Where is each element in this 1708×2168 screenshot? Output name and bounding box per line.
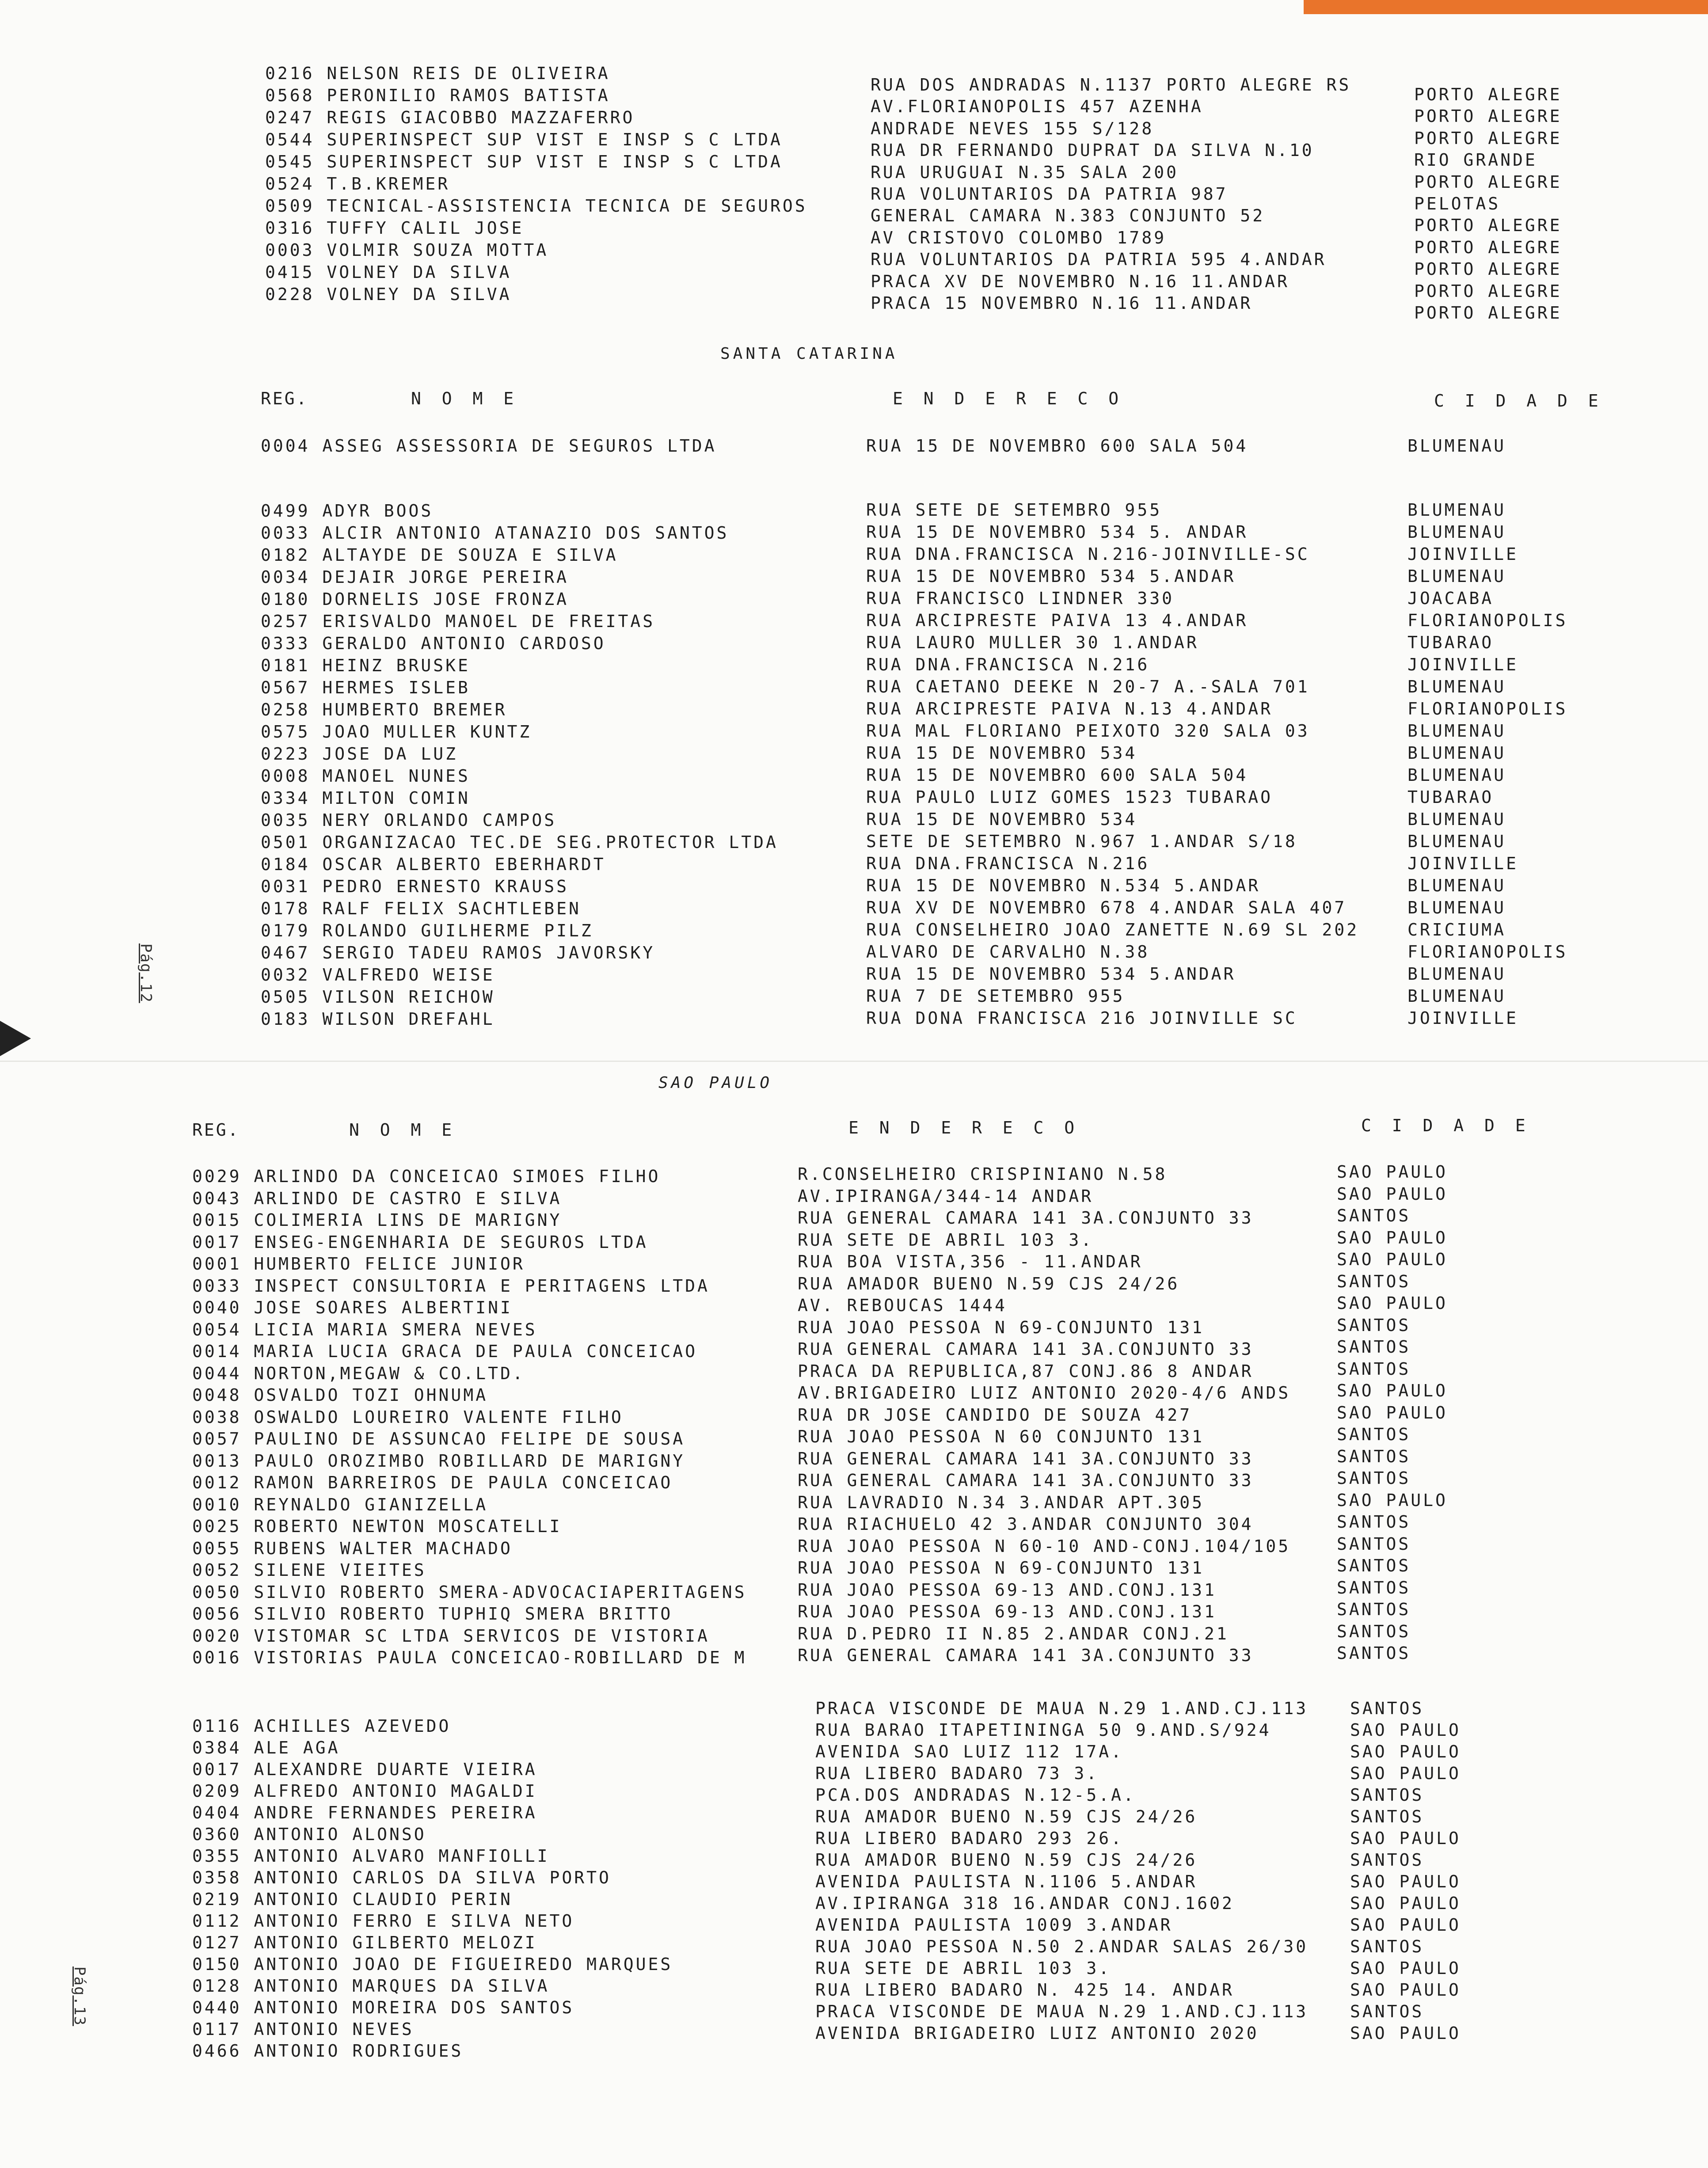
entry-city: SANTOS xyxy=(1350,1785,1424,1805)
header-nome-sp: N O M E xyxy=(349,1120,457,1140)
entry-name: 0001 HUMBERTO FELICE JUNIOR xyxy=(192,1254,525,1274)
entry-name: 0223 JOSE DA LUZ xyxy=(261,744,458,764)
entry-address: RUA SETE DE ABRIL 103 3. xyxy=(815,1959,1111,1978)
entry-city: BLUMENAU xyxy=(1407,500,1506,520)
entry-city: SAO PAULO xyxy=(1350,1894,1461,1913)
entry-name: 0509 TECNICAL-ASSISTENCIA TECNICA DE SEGUROS xyxy=(265,196,807,216)
entry-city: SANTOS xyxy=(1350,2002,1424,2021)
entry-city: BLUMENAU xyxy=(1407,721,1506,741)
entry-city: SAO PAULO xyxy=(1350,2023,1461,2043)
entry-city: SAO PAULO xyxy=(1350,1959,1461,1978)
page-divider xyxy=(0,1061,1708,1062)
entry-name: 0004 ASSEG ASSESSORIA DE SEGUROS LTDA xyxy=(261,436,717,456)
entry-address: RUA BOA VISTA,356 - 11.ANDAR xyxy=(798,1252,1143,1271)
entry-name: 0048 OSVALDO TOZI OHNUMA xyxy=(192,1385,488,1405)
entry-name: 0404 ANDRE FERNANDES PEREIRA xyxy=(192,1803,537,1822)
entry-city: SANTOS xyxy=(1350,1807,1424,1826)
entry-city: SAO PAULO xyxy=(1337,1228,1448,1248)
entry-address: RUA DR FERNANDO DUPRAT DA SILVA N.10 xyxy=(871,141,1314,160)
entry-address: ALVARO DE CARVALHO N.38 xyxy=(866,942,1150,962)
entry-address: RUA SETE DE SETEMBRO 955 xyxy=(866,500,1162,520)
entry-city: JOACABA xyxy=(1407,589,1494,608)
entry-address: RUA VOLUNTARIOS DA PATRIA 987 xyxy=(871,184,1228,204)
entry-name: 0017 ENSEG-ENGENHARIA DE SEGUROS LTDA xyxy=(192,1232,648,1252)
header-reg-sp: REG. xyxy=(192,1120,240,1140)
entry-city: SANTOS xyxy=(1337,1359,1411,1379)
header-nome: N O M E xyxy=(411,389,519,408)
entry-city: SANTOS xyxy=(1337,1315,1411,1335)
entry-city: PORTO ALEGRE xyxy=(1414,172,1562,192)
entry-city: SANTOS xyxy=(1337,1271,1411,1291)
entry-name: 0057 PAULINO DE ASSUNCAO FELIPE DE SOUSA xyxy=(192,1429,685,1449)
entry-address: RUA 15 DE NOVEMBRO 534 5. ANDAR xyxy=(866,522,1248,542)
entry-name: 0128 ANTONIO MARQUES DA SILVA xyxy=(192,1976,550,1996)
entry-city: SANTOS xyxy=(1337,1468,1411,1488)
entry-city: PORTO ALEGRE xyxy=(1414,259,1562,279)
entry-city: SAO PAULO xyxy=(1350,1915,1461,1935)
entry-name: 0020 VISTOMAR SC LTDA SERVICOS DE VISTORIA xyxy=(192,1626,710,1646)
entry-city: PORTO ALEGRE xyxy=(1414,216,1562,236)
entry-address: RUA VOLUNTARIOS DA PATRIA 595 4.ANDAR xyxy=(871,250,1327,270)
entry-city: BLUMENAU xyxy=(1407,765,1506,785)
fold-marker xyxy=(0,1021,31,1056)
entry-address: RUA GENERAL CAMARA 141 3A.CONJUNTO 33 xyxy=(798,1208,1254,1228)
entry-address: RUA LIBERO BADARO N. 425 14. ANDAR xyxy=(815,1980,1234,2000)
entry-address: RUA JOAO PESSOA N 69-CONJUNTO 131 xyxy=(798,1317,1204,1337)
entry-address: AVENIDA SAO LUIZ 112 17A. xyxy=(815,1742,1123,1761)
entry-address: RUA AMADOR BUENO N.59 CJS 24/26 xyxy=(798,1274,1180,1293)
entry-name: 0178 RALF FELIX SACHTLEBEN xyxy=(261,899,581,918)
entry-address: ANDRADE NEVES 155 S/128 xyxy=(871,118,1154,138)
entry-name: 0524 T.B.KREMER xyxy=(265,174,450,194)
entry-city: SAO PAULO xyxy=(1337,1403,1448,1423)
entry-city: BLUMENAU xyxy=(1407,522,1506,542)
entry-name: 0179 ROLANDO GUILHERME PILZ xyxy=(261,921,593,940)
entry-city: PELOTAS xyxy=(1414,194,1501,213)
entry-city: JOINVILLE xyxy=(1407,655,1518,674)
entry-name: 0054 LICIA MARIA SMERA NEVES xyxy=(192,1320,537,1339)
entry-address: RUA LIBERO BADARO 293 26. xyxy=(815,1829,1123,1848)
page-label-12: Pág.12 xyxy=(137,943,155,1003)
entry-name: 0316 TUFFY CALIL JOSE xyxy=(265,218,524,238)
entry-address: RUA URUGUAI N.35 SALA 200 xyxy=(871,162,1179,182)
entry-city: BLUMENAU xyxy=(1407,743,1506,763)
entry-name: 0567 HERMES ISLEB xyxy=(261,678,470,697)
entry-address: RUA JOAO PESSOA N 60-10 AND-CONJ.104/105 xyxy=(798,1536,1291,1556)
entry-name: 0258 HUMBERTO BREMER xyxy=(261,700,507,719)
entry-address: RUA LAURO MULLER 30 1.ANDAR xyxy=(866,633,1199,652)
entry-address: RUA 15 DE NOVEMBRO 600 SALA 504 xyxy=(866,765,1248,785)
entry-city: SANTOS xyxy=(1350,1850,1424,1870)
entry-name: 0025 ROBERTO NEWTON MOSCATELLI xyxy=(192,1517,562,1536)
entry-city: SAO PAULO xyxy=(1350,1829,1461,1848)
header-endereco: E N D E R E C O xyxy=(893,389,1124,408)
entry-name: 0466 ANTONIO RODRIGUES xyxy=(192,2041,464,2061)
entry-city: BLUMENAU xyxy=(1407,567,1506,586)
header-cidade: C I D A D E xyxy=(1434,391,1604,411)
entry-name: 0575 JOAO MULLER KUNTZ xyxy=(261,722,532,742)
entry-city: SAO PAULO xyxy=(1337,1162,1448,1182)
entry-city: SAO PAULO xyxy=(1337,1250,1448,1269)
entry-name: 0112 ANTONIO FERRO E SILVA NETO xyxy=(192,1911,574,1931)
entry-address: AVENIDA PAULISTA 1009 3.ANDAR xyxy=(815,1915,1173,1935)
entry-address: RUA DOS ANDRADAS N.1137 PORTO ALEGRE RS xyxy=(871,75,1351,95)
entry-name: 0038 OSWALDO LOUREIRO VALENTE FILHO xyxy=(192,1407,624,1427)
entry-address: AV CRISTOVO COLOMBO 1789 xyxy=(871,228,1167,247)
entry-name: 0228 VOLNEY DA SILVA xyxy=(265,285,512,304)
entry-name: 0358 ANTONIO CARLOS DA SILVA PORTO xyxy=(192,1868,611,1887)
entry-city: PORTO ALEGRE xyxy=(1414,303,1562,323)
entry-address: RUA AMADOR BUENO N.59 CJS 24/26 xyxy=(815,1807,1198,1826)
entry-address: AV. REBOUCAS 1444 xyxy=(798,1296,1007,1315)
entry-address: PRACA DA REPUBLICA,87 CONJ.86 8 ANDAR xyxy=(798,1361,1254,1381)
entry-city: SANTOS xyxy=(1337,1556,1411,1575)
entry-name: 0013 PAULO OROZIMBO ROBILLARD DE MARIGNY xyxy=(192,1451,685,1471)
entry-city: BLUMENAU xyxy=(1407,677,1506,696)
entry-city: SANTOS xyxy=(1337,1643,1411,1663)
entry-address: RUA 15 DE NOVEMBRO 600 SALA 504 xyxy=(866,436,1248,456)
entry-name: 0052 SILENE VIEITES xyxy=(192,1560,426,1580)
entry-name: 0116 ACHILLES AZEVEDO xyxy=(192,1716,451,1736)
entry-name: 0219 ANTONIO CLAUDIO PERIN xyxy=(192,1890,513,1909)
entry-address: AV.IPIRANGA/344-14 ANDAR xyxy=(798,1186,1094,1206)
entry-address: RUA 15 DE NOVEMBRO 534 5.ANDAR xyxy=(866,567,1236,586)
entry-city: FLORIANOPOLIS xyxy=(1407,611,1568,630)
entry-city: SAO PAULO xyxy=(1337,1490,1448,1510)
entry-address: RUA CAETANO DEEKE N 20-7 A.-SALA 701 xyxy=(866,677,1310,696)
entry-address: AV.IPIRANGA 318 16.ANDAR CONJ.1602 xyxy=(815,1894,1234,1913)
entry-name: 0182 ALTAYDE DE SOUZA E SILVA xyxy=(261,545,618,565)
entry-name: 0505 VILSON REICHOW xyxy=(261,987,495,1007)
header-reg: REG. xyxy=(261,389,308,408)
entry-name: 0012 RAMON BARREIROS DE PAULA CONCEICAO xyxy=(192,1473,673,1492)
entry-address: RUA MAL FLORIANO PEIXOTO 320 SALA 03 xyxy=(866,721,1310,741)
entry-address: PRACA XV DE NOVEMBRO N.16 11.ANDAR xyxy=(871,271,1290,291)
entry-address: RUA DNA.FRANCISCA N.216-JOINVILLE-SC xyxy=(866,544,1310,564)
entry-city: PORTO ALEGRE xyxy=(1414,237,1562,257)
entry-address: RUA 15 DE NOVEMBRO N.534 5.ANDAR xyxy=(866,876,1261,895)
entry-address: SETE DE SETEMBRO N.967 1.ANDAR S/18 xyxy=(866,832,1297,851)
entry-name: 0247 REGIS GIACOBBO MAZZAFERRO xyxy=(265,108,635,127)
entry-address: R.CONSELHEIRO CRISPINIANO N.58 xyxy=(798,1164,1168,1184)
entry-city: SAO PAULO xyxy=(1350,1764,1461,1783)
entry-address: RUA JOAO PESSOA N 60 CONJUNTO 131 xyxy=(798,1427,1204,1446)
entry-city: SAO PAULO xyxy=(1350,1742,1461,1761)
entry-name: 0016 VISTORIAS PAULA CONCEICAO-ROBILLARD DE M xyxy=(192,1648,747,1667)
entry-address: RUA JOAO PESSOA 69-13 AND.CONJ.131 xyxy=(798,1580,1217,1600)
entry-address: RUA ARCIPRESTE PAIVA N.13 4.ANDAR xyxy=(866,699,1273,719)
entry-name: 0501 ORGANIZACAO TEC.DE SEG.PROTECTOR LTDA xyxy=(261,833,778,852)
entry-city: SANTOS xyxy=(1337,1600,1411,1619)
entry-address: AVENIDA PAULISTA N.1106 5.ANDAR xyxy=(815,1872,1198,1891)
entry-address: RUA GENERAL CAMARA 141 3A.CONJUNTO 33 xyxy=(798,1646,1254,1665)
entry-city: BLUMENAU xyxy=(1407,898,1506,917)
entry-city: SANTOS xyxy=(1337,1512,1411,1532)
entry-name: 0545 SUPERINSPECT SUP VIST E INSP S C LTDA xyxy=(265,152,783,171)
entry-address: RUA JOAO PESSOA 69-13 AND.CONJ.131 xyxy=(798,1602,1217,1621)
entry-address: RUA JOAO PESSOA N.50 2.ANDAR SALAS 26/30 xyxy=(815,1937,1309,1956)
entry-name: 0056 SILVIO ROBERTO TUPHIQ SMERA BRITTO xyxy=(192,1604,673,1624)
entry-name: 0043 ARLINDO DE CASTRO E SILVA xyxy=(192,1188,562,1208)
entry-name: 0032 VALFREDO WEISE xyxy=(261,965,495,985)
entry-city: FLORIANOPOLIS xyxy=(1407,699,1568,719)
entry-name: 0008 MANOEL NUNES xyxy=(261,766,470,786)
entry-city: BLUMENAU xyxy=(1407,986,1506,1006)
header-cidade-sp: C I D A D E xyxy=(1361,1116,1531,1135)
entry-city: SANTOS xyxy=(1350,1937,1424,1956)
entry-name: 0003 VOLMIR SOUZA MOTTA xyxy=(265,240,549,260)
entry-name: 0015 COLIMERIA LINS DE MARIGNY xyxy=(192,1210,562,1230)
entry-address: RUA 15 DE NOVEMBRO 534 xyxy=(866,743,1137,763)
entry-address: AVENIDA BRIGADEIRO LUIZ ANTONIO 2020 xyxy=(815,2023,1259,2043)
entry-city: RIO GRANDE xyxy=(1414,150,1537,170)
entry-city: BLUMENAU xyxy=(1407,810,1506,829)
entry-city: SANTOS xyxy=(1350,1699,1424,1718)
entry-address: RUA GENERAL CAMARA 141 3A.CONJUNTO 33 xyxy=(798,1471,1254,1490)
entry-name: 0499 ADYR BOOS xyxy=(261,501,434,521)
entry-city: SANTOS xyxy=(1337,1206,1411,1225)
entry-address: RUA 15 DE NOVEMBRO 534 xyxy=(866,810,1137,829)
entry-name: 0355 ANTONIO ALVARO MANFIOLLI xyxy=(192,1846,550,1866)
entry-address: PRACA VISCONDE DE MAUA N.29 1.AND.CJ.113 xyxy=(815,2002,1309,2021)
entry-address: RUA DNA.FRANCISCA N.216 xyxy=(866,655,1150,674)
entry-address: GENERAL CAMARA N.383 CONJUNTO 52 xyxy=(871,206,1265,226)
entry-name: 0183 WILSON DREFAHL xyxy=(261,1009,495,1029)
entry-name: 0360 ANTONIO ALONSO xyxy=(192,1825,426,1844)
entry-city: JOINVILLE xyxy=(1407,544,1518,564)
entry-name: 0014 MARIA LUCIA GRACA DE PAULA CONCEICAO xyxy=(192,1342,697,1361)
entry-name: 0035 NERY ORLANDO CAMPOS xyxy=(261,810,557,830)
entry-city: BLUMENAU xyxy=(1407,832,1506,851)
entry-name: 0040 JOSE SOARES ALBERTINI xyxy=(192,1298,513,1317)
entry-name: 0180 DORNELIS JOSE FRONZA xyxy=(261,590,569,609)
entry-address: PRACA VISCONDE DE MAUA N.29 1.AND.CJ.113 xyxy=(815,1699,1309,1718)
entry-city: TUBARAO xyxy=(1407,787,1494,807)
entry-name: 0029 ARLINDO DA CONCEICAO SIMOES FILHO xyxy=(192,1167,661,1186)
entry-address: RUA XV DE NOVEMBRO 678 4.ANDAR SALA 407 xyxy=(866,898,1347,917)
entry-name: 0568 PERONILIO RAMOS BATISTA xyxy=(265,86,610,105)
entry-name: 0334 MILTON COMIN xyxy=(261,788,470,808)
entry-address: PRACA 15 NOVEMBRO N.16 11.ANDAR xyxy=(871,293,1253,313)
entry-name: 0209 ALFREDO ANTONIO MAGALDI xyxy=(192,1781,537,1801)
entry-name: 0010 REYNALDO GIANIZELLA xyxy=(192,1495,488,1514)
entry-address: RUA DONA FRANCISCA 216 JOINVILLE SC xyxy=(866,1008,1297,1028)
entry-city: JOINVILLE xyxy=(1407,1008,1518,1028)
entry-city: PORTO ALEGRE xyxy=(1414,128,1562,148)
entry-name: 0117 ANTONIO NEVES xyxy=(192,2020,414,2039)
entry-address: RUA CONSELHEIRO JOAO ZANETTE N.69 SL 202 xyxy=(866,920,1359,939)
entry-city: SAO PAULO xyxy=(1350,1720,1461,1740)
entry-city: FLORIANOPOLIS xyxy=(1407,942,1568,962)
entry-name: 0257 ERISVALDO MANOEL DE FREITAS xyxy=(261,612,655,631)
entry-city: BLUMENAU xyxy=(1407,436,1506,456)
entry-address: RUA LIBERO BADARO 73 3. xyxy=(815,1764,1099,1783)
header-endereco-sp: E N D E R E C O xyxy=(848,1118,1080,1137)
entry-city: SANTOS xyxy=(1337,1425,1411,1444)
entry-name: 0044 NORTON,MEGAW & CO.LTD. xyxy=(192,1363,525,1383)
orange-edge-strip xyxy=(1304,0,1708,14)
entry-address: RUA LAVRADIO N.34 3.ANDAR APT.305 xyxy=(798,1492,1204,1512)
entry-address: RUA AMADOR BUENO N.59 CJS 24/26 xyxy=(815,1850,1198,1870)
entry-address: PCA.DOS ANDRADAS N.12-5.A. xyxy=(815,1785,1136,1805)
entry-city: SAO PAULO xyxy=(1337,1293,1448,1313)
entry-city: SAO PAULO xyxy=(1337,1184,1448,1204)
entry-city: SAO PAULO xyxy=(1337,1381,1448,1400)
entry-city: PORTO ALEGRE xyxy=(1414,85,1562,104)
entry-address: RUA SETE DE ABRIL 103 3. xyxy=(798,1230,1094,1250)
entry-city: TUBARAO xyxy=(1407,633,1494,652)
entry-name: 0181 HEINZ BRUSKE xyxy=(261,656,470,675)
entry-name: 0033 INSPECT CONSULTORIA E PERITAGENS LTDA xyxy=(192,1276,710,1296)
section-title-sao-paulo: SAO PAULO xyxy=(658,1074,773,1092)
entry-city: CRICIUMA xyxy=(1407,920,1506,939)
entry-name: 0333 GERALDO ANTONIO CARDOSO xyxy=(261,634,606,653)
entry-name: 0050 SILVIO ROBERTO SMERA-ADVOCACIAPERITAGENS xyxy=(192,1582,747,1602)
entry-address: RUA 15 DE NOVEMBRO 534 5.ANDAR xyxy=(866,964,1236,984)
entry-address: AV.BRIGADEIRO LUIZ ANTONIO 2020-4/6 ANDS xyxy=(798,1383,1291,1403)
entry-city: PORTO ALEGRE xyxy=(1414,281,1562,301)
entry-name: 0034 DEJAIR JORGE PEREIRA xyxy=(261,567,569,587)
entry-name: 0216 NELSON REIS DE OLIVEIRA xyxy=(265,64,610,83)
entry-name: 0544 SUPERINSPECT SUP VIST E INSP S C LTDA xyxy=(265,130,783,149)
entry-address: RUA JOAO PESSOA N 69-CONJUNTO 131 xyxy=(798,1558,1204,1578)
entry-address: RUA GENERAL CAMARA 141 3A.CONJUNTO 33 xyxy=(798,1339,1254,1359)
entry-address: RUA PAULO LUIZ GOMES 1523 TUBARAO xyxy=(866,787,1273,807)
entry-city: SANTOS xyxy=(1337,1621,1411,1641)
entry-name: 0415 VOLNEY DA SILVA xyxy=(265,262,512,282)
entry-name: 0467 SERGIO TADEU RAMOS JAVORSKY xyxy=(261,943,655,962)
entry-city: BLUMENAU xyxy=(1407,964,1506,984)
entry-name: 0127 ANTONIO GILBERTO MELOZI xyxy=(192,1933,537,1952)
entry-city: SANTOS xyxy=(1337,1446,1411,1466)
entry-name: 0031 PEDRO ERNESTO KRAUSS xyxy=(261,877,569,896)
entry-city: SANTOS xyxy=(1337,1578,1411,1597)
entry-address: RUA RIACHUELO 42 3.ANDAR CONJUNTO 304 xyxy=(798,1514,1254,1534)
entry-city: SAO PAULO xyxy=(1350,1980,1461,2000)
entry-city: PORTO ALEGRE xyxy=(1414,106,1562,126)
section-title-santa-catarina: SANTA CATARINA xyxy=(720,345,898,363)
entry-name: 0184 OSCAR ALBERTO EBERHARDT xyxy=(261,855,606,874)
entry-name: 0033 ALCIR ANTONIO ATANAZIO DOS SANTOS xyxy=(261,523,729,543)
entry-address: AV.FLORIANOPOLIS 457 AZENHA xyxy=(871,97,1203,117)
entry-city: BLUMENAU xyxy=(1407,876,1506,895)
entry-address: RUA DNA.FRANCISCA N.216 xyxy=(866,854,1150,873)
entry-city: SANTOS xyxy=(1337,1337,1411,1357)
entry-address: RUA BARAO ITAPETININGA 50 9.AND.S/924 xyxy=(815,1720,1271,1740)
entry-city: SANTOS xyxy=(1337,1534,1411,1554)
entry-address: RUA 7 DE SETEMBRO 955 xyxy=(866,986,1125,1006)
entry-address: RUA ARCIPRESTE PAIVA 13 4.ANDAR xyxy=(866,611,1248,630)
entry-city: SAO PAULO xyxy=(1350,1872,1461,1891)
entry-name: 0055 RUBENS WALTER MACHADO xyxy=(192,1538,513,1558)
entry-name: 0440 ANTONIO MOREIRA DOS SANTOS xyxy=(192,1998,574,2017)
page-label-13: Pág.13 xyxy=(71,1966,88,2026)
entry-name: 0384 ALE AGA xyxy=(192,1738,340,1757)
entry-name: 0150 ANTONIO JOAO DE FIGUEIREDO MARQUES xyxy=(192,1955,673,1974)
entry-address: RUA FRANCISCO LINDNER 330 xyxy=(866,589,1174,608)
entry-address: RUA DR JOSE CANDIDO DE SOUZA 427 xyxy=(798,1405,1192,1425)
entry-city: JOINVILLE xyxy=(1407,854,1518,873)
entry-name: 0017 ALEXANDRE DUARTE VIEIRA xyxy=(192,1760,537,1779)
entry-address: RUA D.PEDRO II N.85 2.ANDAR CONJ.21 xyxy=(798,1624,1229,1643)
entry-address: RUA GENERAL CAMARA 141 3A.CONJUNTO 33 xyxy=(798,1449,1254,1468)
